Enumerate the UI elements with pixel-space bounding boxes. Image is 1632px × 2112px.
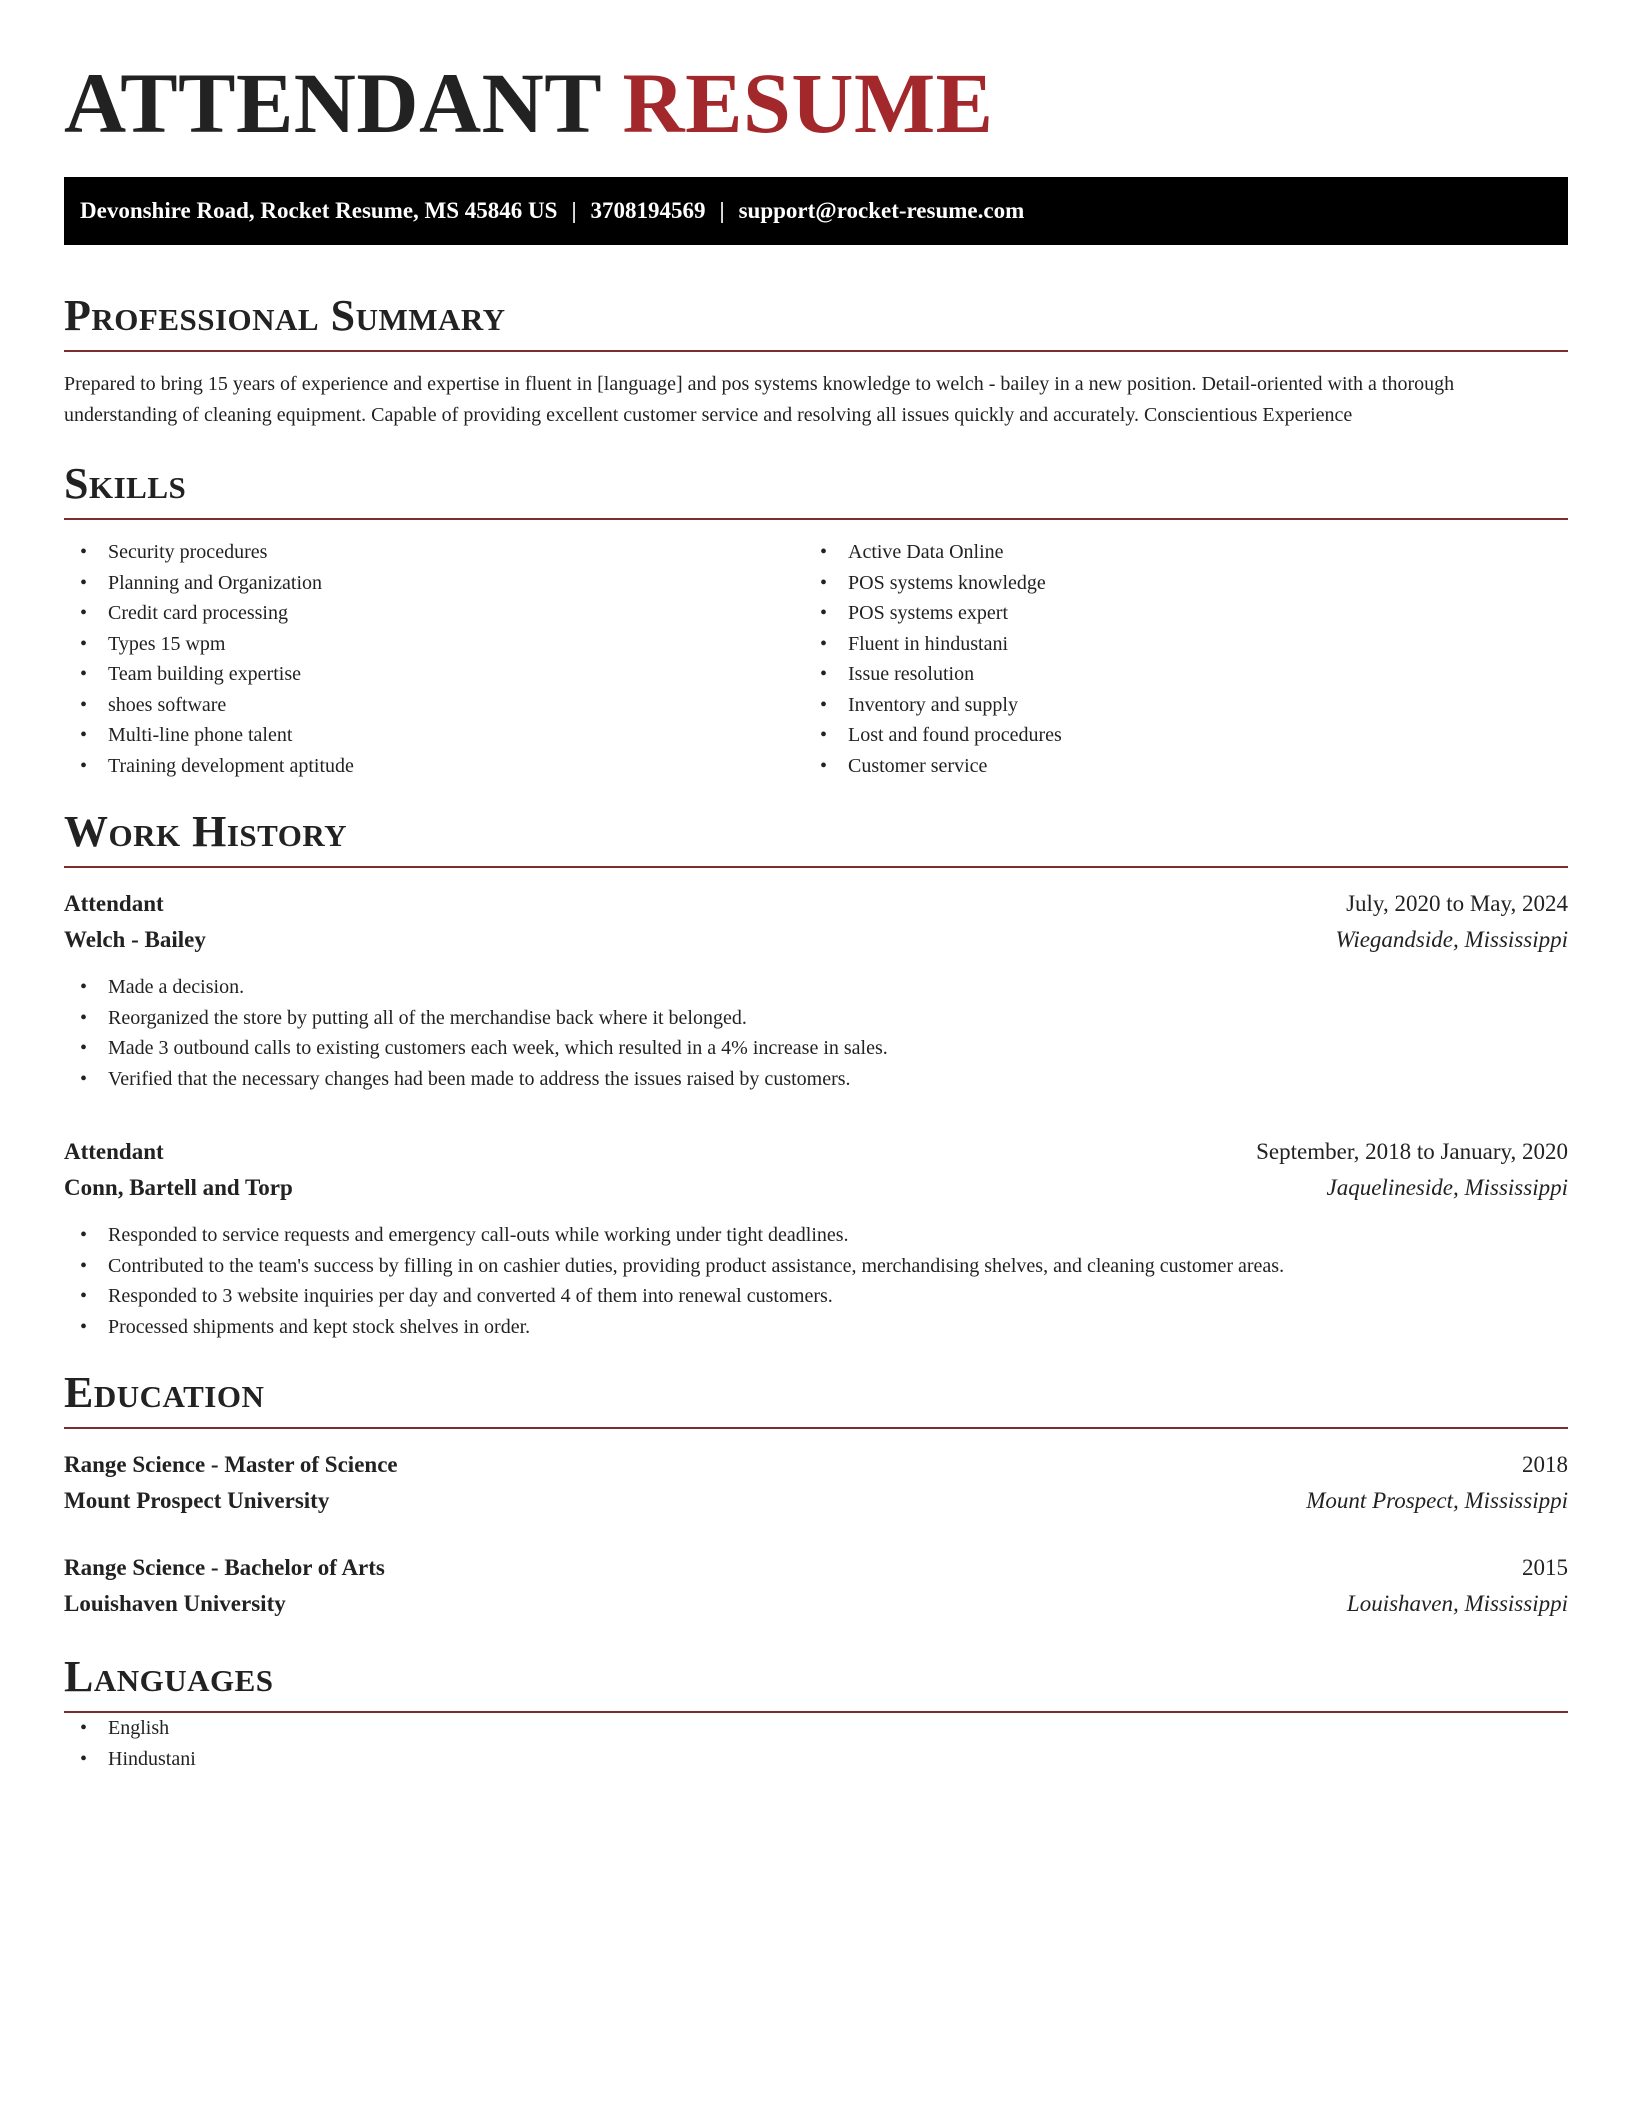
- job-company-row: [64, 1170, 1568, 1206]
- job-dates: September, 2018 to January, 2020: [1256, 1139, 1568, 1164]
- resume-title: [64, 55, 1568, 151]
- job-title-row: [64, 886, 1568, 922]
- job-dates: July, 2020 to May, 2024: [1346, 891, 1568, 916]
- title-resume: RESUME: [622, 55, 994, 151]
- skill-item: • Training development aptitude: [64, 751, 804, 782]
- job-entry: [64, 886, 1568, 1094]
- skills-left-column: [64, 537, 804, 781]
- language-item: • Hindustani: [64, 1744, 1568, 1775]
- skill-item: • POS systems expert: [804, 598, 1544, 629]
- skills-grid: [64, 537, 1568, 781]
- graduation-year: 2018: [1522, 1452, 1568, 1477]
- contact-bar: [64, 177, 1568, 245]
- languages-heading: Languages: [64, 1650, 1568, 1713]
- contact-separator: |: [719, 198, 725, 223]
- skill-item: • Issue resolution: [804, 659, 1544, 690]
- skills-section: [64, 457, 1568, 781]
- language-item: • English: [64, 1713, 1568, 1744]
- job-title-row: [64, 1134, 1568, 1170]
- work-history-heading: Work History: [64, 805, 1568, 868]
- job-duties: [64, 972, 1568, 1094]
- degree-row: [64, 1447, 1568, 1483]
- skill-item: • POS systems knowledge: [804, 568, 1544, 599]
- job-location: Wiegandside, Mississippi: [1335, 927, 1568, 952]
- skill-item: • Inventory and supply: [804, 690, 1544, 721]
- skill-item: • Credit card processing: [64, 598, 804, 629]
- skill-item: • Types 15 wpm: [64, 629, 804, 660]
- skills-heading: Skills: [64, 457, 1568, 520]
- skill-item: • Customer service: [804, 751, 1544, 782]
- job-company: Welch - Bailey: [64, 927, 206, 952]
- school-row: [64, 1483, 1568, 1519]
- school-location: Mount Prospect, Mississippi: [1306, 1488, 1568, 1513]
- skill-item: • Security procedures: [64, 537, 804, 568]
- title-role: ATTENDANT: [64, 55, 601, 151]
- skill-item: • Multi-line phone talent: [64, 720, 804, 751]
- languages-list: [64, 1713, 1568, 1774]
- job-duty: • Contributed to the team's success by filling in on cashier duties, providing product assistance, merchandising shelves, and cleaning customer areas.: [64, 1251, 1568, 1282]
- skill-item: • Fluent in hindustani: [804, 629, 1544, 660]
- graduation-year: 2015: [1522, 1555, 1568, 1580]
- school-location: Louishaven, Mississippi: [1346, 1591, 1568, 1616]
- job-duty: • Reorganized the store by putting all of the merchandise back where it belonged.: [64, 1003, 1568, 1034]
- job-duty: • Responded to 3 website inquiries per day and converted 4 of them into renewal customers.: [64, 1281, 1568, 1312]
- degree-row: [64, 1550, 1568, 1586]
- work-history-section: [64, 805, 1568, 1342]
- job-company: Conn, Bartell and Torp: [64, 1175, 293, 1200]
- education-section: [64, 1366, 1568, 1622]
- skills-right-column: [804, 537, 1544, 781]
- degree-name: Range Science - Master of Science: [64, 1452, 398, 1477]
- skill-item: • Lost and found procedures: [804, 720, 1544, 751]
- job-title: Attendant: [64, 891, 164, 916]
- skill-item: • Active Data Online: [804, 537, 1544, 568]
- job-duties: [64, 1220, 1568, 1342]
- job-title: Attendant: [64, 1139, 164, 1164]
- contact-email: support@rocket-resume.com: [738, 198, 1025, 223]
- job-duty: • Responded to service requests and emergency call-outs while working under tight deadlines.: [64, 1220, 1568, 1251]
- summary-text: Prepared to bring 15 years of experience and expertise in fluent in [language] and pos systems knowledge to welch - bailey in a new position. Detail-oriented with a thorough understanding of cleaning equipment. Capable of providing excellent customer service and resolving all issues quickly and accurately. Conscientious Experience: [64, 373, 1455, 426]
- job-duty: • Made 3 outbound calls to existing customers each week, which resulted in a 4% increase in sales.: [64, 1033, 1568, 1064]
- job-duty: • Made a decision.: [64, 972, 1568, 1003]
- school-name: Louishaven University: [64, 1591, 286, 1616]
- school-row: [64, 1586, 1568, 1622]
- education-entry: [64, 1550, 1568, 1622]
- job-location: Jaquelineside, Mississippi: [1326, 1175, 1568, 1200]
- skill-item: • Planning and Organization: [64, 568, 804, 599]
- skill-item: • Team building expertise: [64, 659, 804, 690]
- summary-heading: Professional Summary: [64, 289, 1568, 352]
- skill-item: • shoes software: [64, 690, 804, 721]
- education-heading: Education: [64, 1366, 1568, 1429]
- contact-address: Devonshire Road, Rocket Resume, MS 45846 US: [80, 198, 558, 223]
- job-entry: [64, 1134, 1568, 1342]
- job-duty: • Processed shipments and kept stock shelves in order.: [64, 1312, 1568, 1343]
- job-duty: • Verified that the necessary changes had been made to address the issues raised by customers.: [64, 1064, 1568, 1095]
- contact-phone: 3708194569: [590, 198, 706, 223]
- contact-separator: |: [571, 198, 577, 223]
- education-entry: [64, 1447, 1568, 1519]
- summary-section: [64, 289, 1568, 431]
- languages-section: [64, 1650, 1568, 1774]
- job-company-row: [64, 922, 1568, 958]
- school-name: Mount Prospect University: [64, 1488, 330, 1513]
- degree-name: Range Science - Bachelor of Arts: [64, 1555, 385, 1580]
